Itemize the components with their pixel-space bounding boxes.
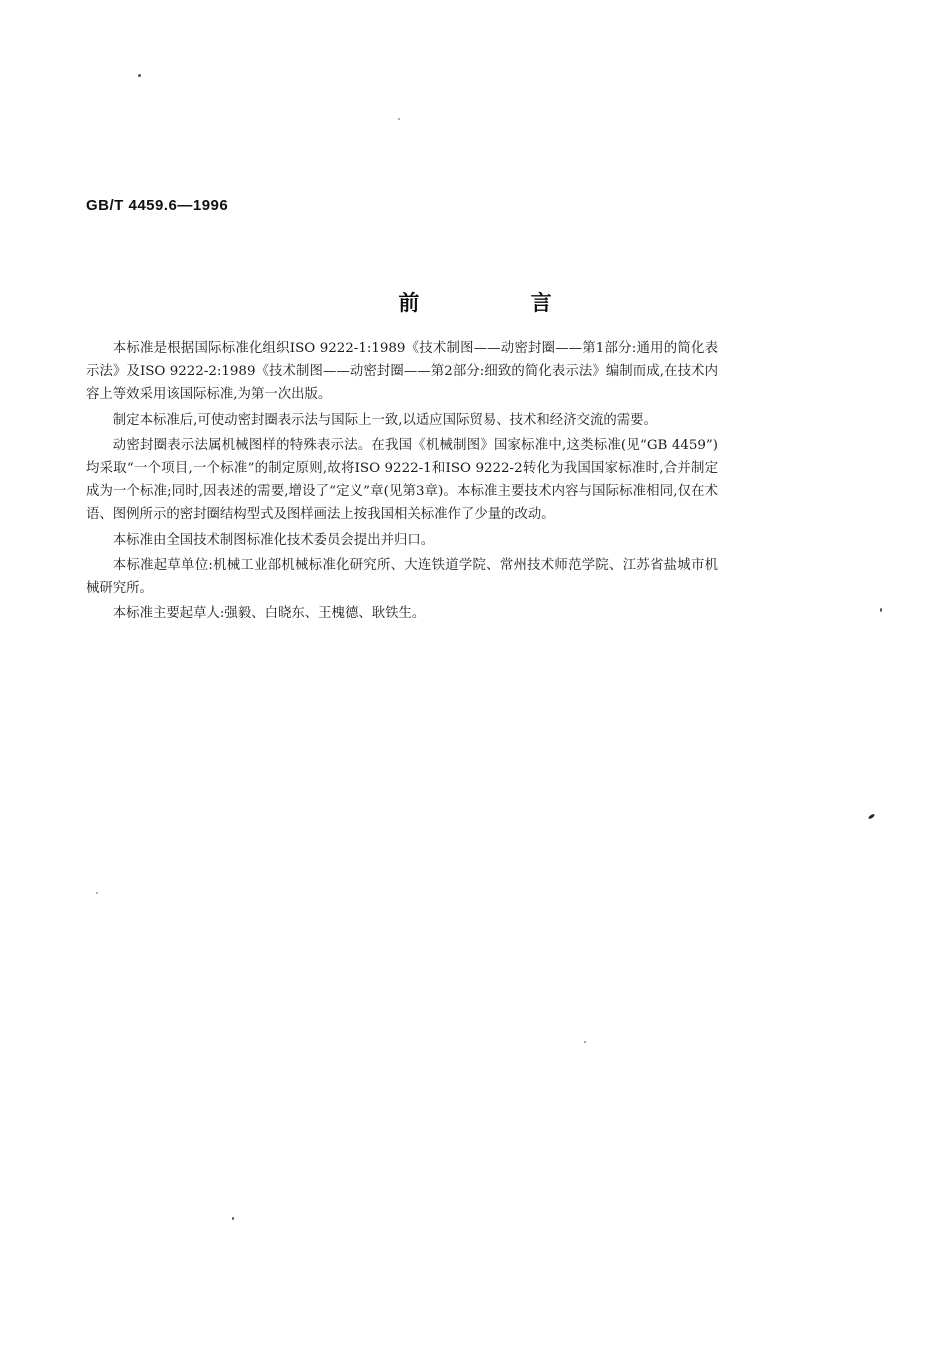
scan-speck	[868, 813, 875, 819]
paragraph: 本标准起草单位:机械工业部机械标准化研究所、大连铁道学院、常州技术师范学院、江苏省盐城市机械研究所。	[86, 557, 718, 597]
paragraph: 动密封圈表示法属机械图样的特殊表示法。在我国《机械制图》国家标准中,这类标准(见“GB 4459”)均采取“一个项目,一个标准”的制定原则,故将ISO 9222-1和ISO 9222-2转化为我国国家标准时,合并制定成为一个标准;同时,因表述的需要,增设了“定义”章(见第3章)。本标准主要技术内容与国际标准相同,仅在术语、图例所示的密封圈结构型式及图样画法上按我国相关标准作了少量的改动。	[86, 437, 718, 523]
paragraph: 本标准是根据国际标准化组织ISO 9222-1:1989《技术制图——动密封圈——第1部分:通用的简化表示法》及ISO 9222-2:1989《技术制图——动密封圈——第2部分:细致的简化表示法》编制而成,在技术内容上等效采用该国际标准,为第一次出版。	[86, 341, 718, 403]
paragraph: 本标准主要起草人:强毅、白晓东、王槐德、耿铁生。	[112, 606, 426, 622]
paragraph: 制定本标准后,可使动密封圈表示法与国际上一致,以适应国际贸易、技术和经济交流的需要。	[112, 412, 657, 428]
scan-speck	[138, 74, 141, 77]
page-title: 前 言	[398, 291, 604, 315]
paragraph: 本标准由全国技术制图标准化技术委员会提出并归口。	[112, 532, 435, 548]
scan-speck	[880, 608, 882, 612]
standard-code: GB/T 4459.6—1996	[86, 197, 229, 214]
scan-speck	[232, 1217, 234, 1220]
scan-speck	[398, 118, 400, 120]
foreword-body	[86, 337, 718, 627]
scan-speck	[584, 1041, 586, 1043]
scan-speck	[96, 892, 98, 894]
